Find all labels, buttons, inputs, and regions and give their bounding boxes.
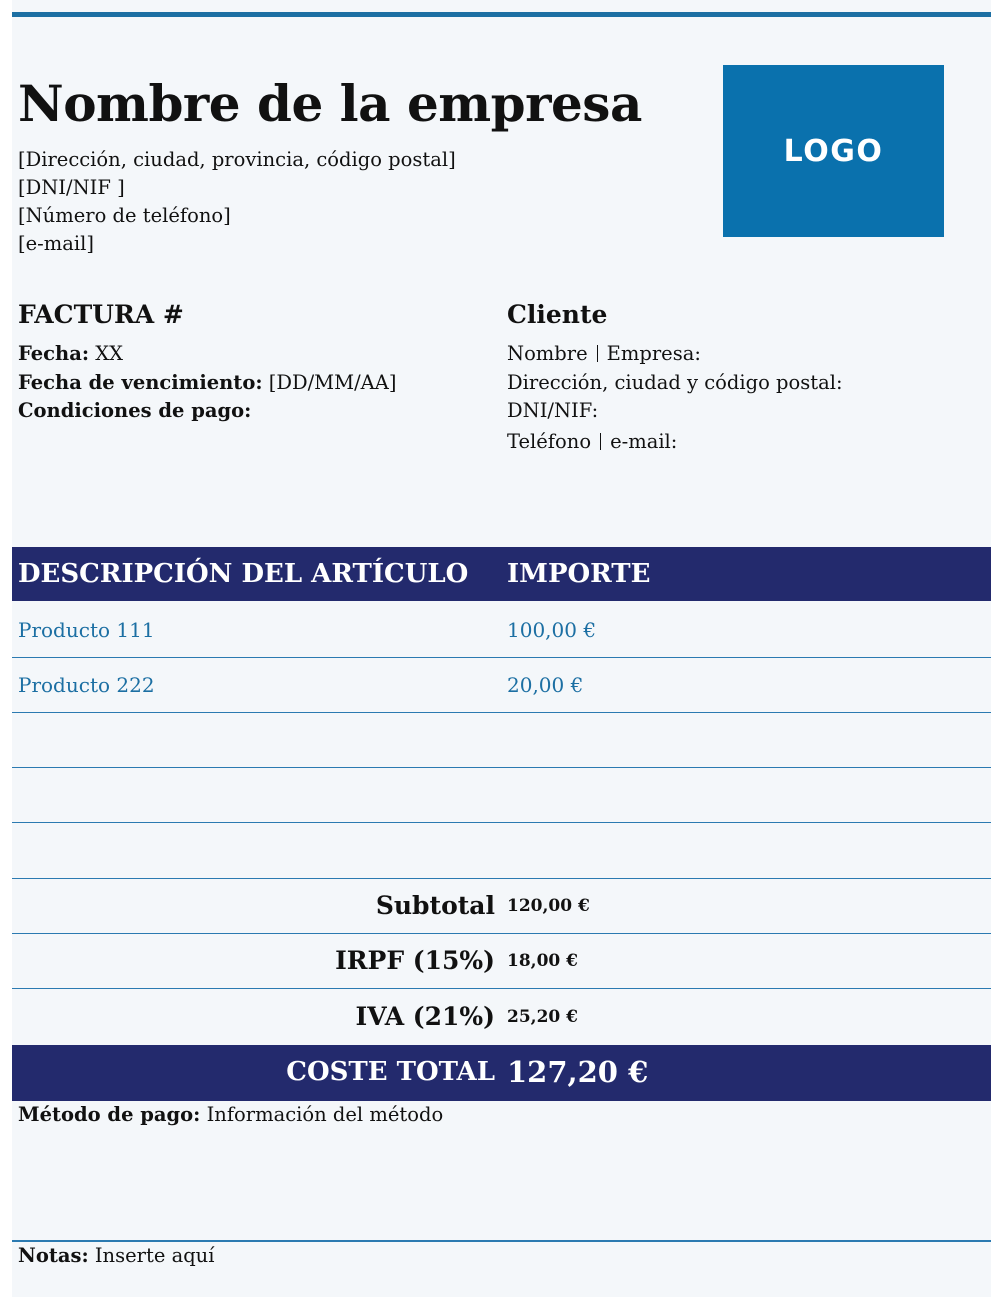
client-email-label: e-mail: xyxy=(610,429,678,453)
total-label: COSTE TOTAL xyxy=(286,1057,495,1087)
invoice-page xyxy=(12,0,991,1297)
company-details xyxy=(18,146,456,258)
company-phone: [Número de teléfono] xyxy=(18,204,231,227)
item-description: Producto 222 xyxy=(18,673,155,697)
company-address: [Dirección, ciudad, provincia, código postal] xyxy=(18,148,456,171)
top-rule xyxy=(12,12,991,17)
client-tax-line: DNI/NIF: xyxy=(507,399,599,422)
item-amount: 100,00 € xyxy=(507,618,597,642)
separator xyxy=(597,345,598,362)
client-details xyxy=(507,340,843,456)
item-amount: 20,00 € xyxy=(507,673,584,697)
irpf-row xyxy=(12,934,991,989)
invoice-due xyxy=(18,369,396,398)
client-name-label: Nombre xyxy=(507,342,588,365)
invoice-date-label: Fecha: xyxy=(18,342,90,365)
invoice-date xyxy=(18,340,396,369)
subtotal-label: Subtotal xyxy=(375,891,495,920)
invoice-terms-label: Condiciones de pago: xyxy=(18,399,252,422)
company-tax-id: [DNI/NIF ] xyxy=(18,176,125,199)
logo-placeholder xyxy=(723,65,944,237)
subtotal-value: 120,00 € xyxy=(507,896,590,916)
company-email: [e-mail] xyxy=(18,232,94,255)
subtotal-row xyxy=(12,879,991,934)
payment-value: Información del método xyxy=(206,1103,444,1126)
invoice-due-value: [DD/MM/AA] xyxy=(268,370,397,394)
client-contact-line xyxy=(507,428,843,457)
client-phone-label: Teléfono xyxy=(507,429,592,453)
payment-label: Método de pago: xyxy=(18,1103,201,1126)
company-name: Nombre de la empresa xyxy=(18,74,642,133)
total-bar xyxy=(12,1045,991,1101)
irpf-value: 18,00 € xyxy=(507,951,578,971)
invoice-details xyxy=(18,340,396,426)
table-row xyxy=(12,658,991,713)
notes-value: Inserte aquí xyxy=(94,1244,215,1267)
notes xyxy=(18,1244,214,1267)
client-name-line xyxy=(507,340,843,369)
iva-row xyxy=(12,990,991,1045)
table-row xyxy=(12,603,991,658)
separator xyxy=(600,433,601,450)
table-row xyxy=(12,768,991,823)
invoice-terms xyxy=(18,397,396,426)
table-row xyxy=(12,824,991,879)
header-description: DESCRIPCIÓN DEL ARTÍCULO xyxy=(18,559,469,589)
iva-value: 25,20 € xyxy=(507,1007,578,1027)
client-company-label: Empresa: xyxy=(606,342,701,365)
header-amount: IMPORTE xyxy=(507,559,651,589)
invoice-title: FACTURA # xyxy=(18,300,184,329)
client-address-line: Dirección, ciudad y código postal: xyxy=(507,370,843,394)
table-row xyxy=(12,713,991,768)
items-table-header xyxy=(12,547,991,601)
invoice-date-value: XX xyxy=(95,342,124,365)
notes-label: Notas: xyxy=(18,1244,89,1267)
irpf-label: IRPF (15%) xyxy=(335,946,495,975)
logo-label: LOGO xyxy=(783,133,884,169)
payment-method xyxy=(18,1103,443,1126)
total-value: 127,20 € xyxy=(507,1055,649,1089)
invoice-due-label: Fecha de vencimiento: xyxy=(18,370,263,394)
client-title: Cliente xyxy=(507,300,608,329)
notes-divider xyxy=(12,1240,991,1242)
iva-label: IVA (21%) xyxy=(355,1002,495,1031)
item-description: Producto 111 xyxy=(18,618,155,642)
